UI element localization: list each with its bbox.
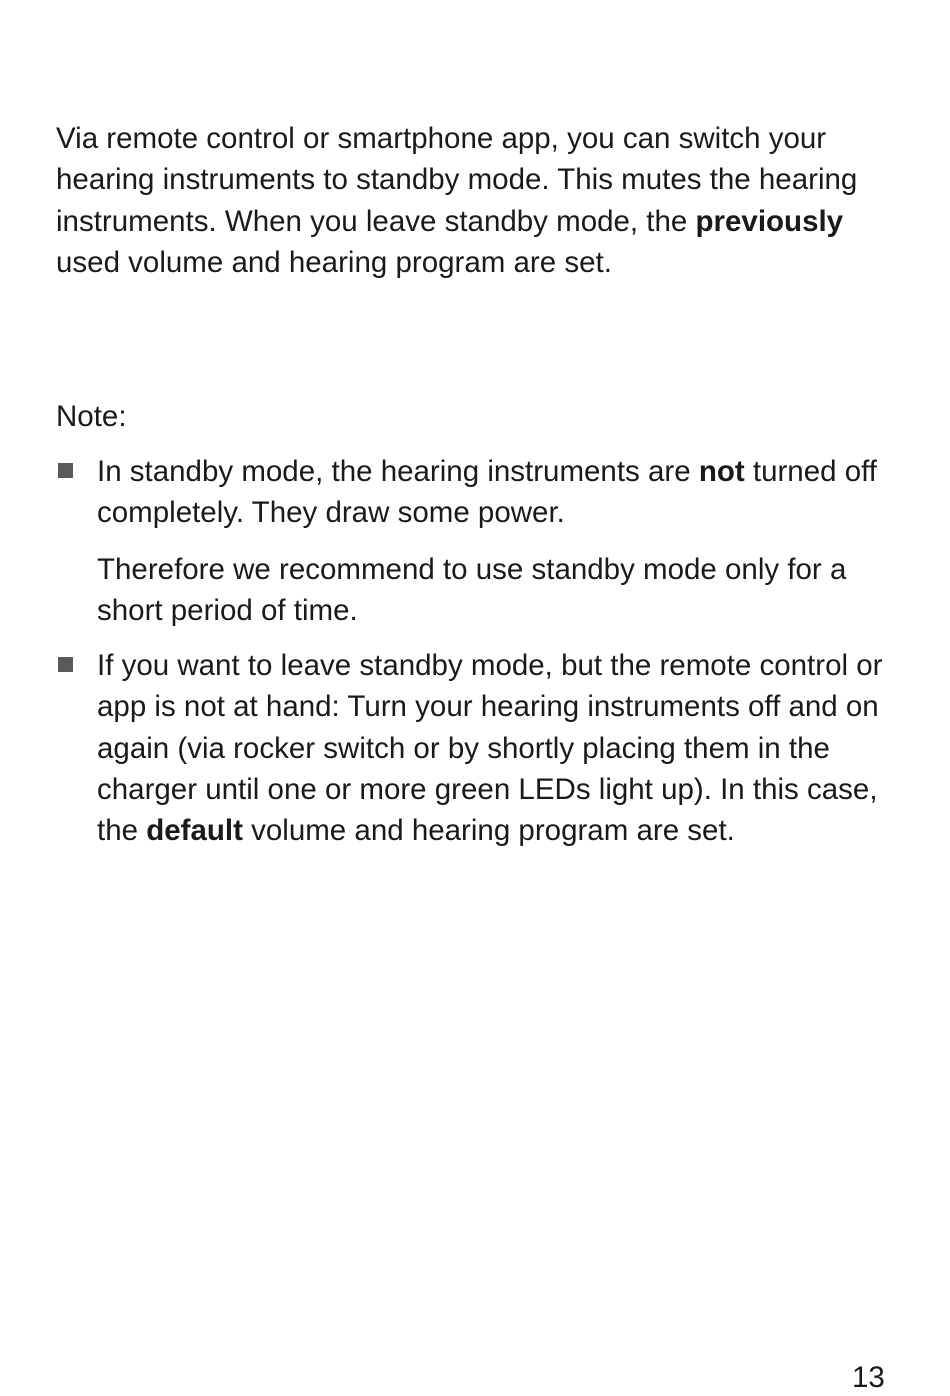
intro-paragraph <box>56 118 886 283</box>
note-item-part2: volume and hearing program are set. <box>242 814 735 848</box>
note-item-text <box>97 645 886 851</box>
note-list-item <box>56 451 886 631</box>
note-list <box>56 451 886 866</box>
square-bullet-icon <box>58 657 73 672</box>
intro-text-part1: Via remote control or smartphone app, you can switch your hearing instruments to standby mode. This mutes the hearing instruments. When you leave standby mode, the <box>56 122 858 238</box>
intro-text-part2: used volume and hearing program are set. <box>56 245 612 279</box>
note-item-bold-not: not <box>698 455 745 488</box>
intro-bold-previously: previously <box>695 204 844 238</box>
note-item-bold-default: default <box>146 814 243 848</box>
note-list-item <box>56 645 886 851</box>
square-bullet-icon <box>58 463 73 478</box>
note-heading: Note: <box>56 400 127 433</box>
note-item-part1: If you want to leave standby mode, but the remote control or app is not at hand: Turn your hearing instruments off and on again (via rocker switch or by shortly placing them in the charger until one or more green LEDs light up). In this case, the <box>97 649 883 848</box>
note-item-followup: Therefore we recommend to use standby mode only for a short period of time. <box>97 552 847 627</box>
note-item-text <box>97 451 886 534</box>
note-item-part1: In standby mode, the hearing instruments are <box>97 455 699 488</box>
page-number: 13 <box>852 1361 885 1394</box>
page-content <box>56 118 886 848</box>
note-item-part2: turned off completely. They draw some power. <box>97 455 877 530</box>
